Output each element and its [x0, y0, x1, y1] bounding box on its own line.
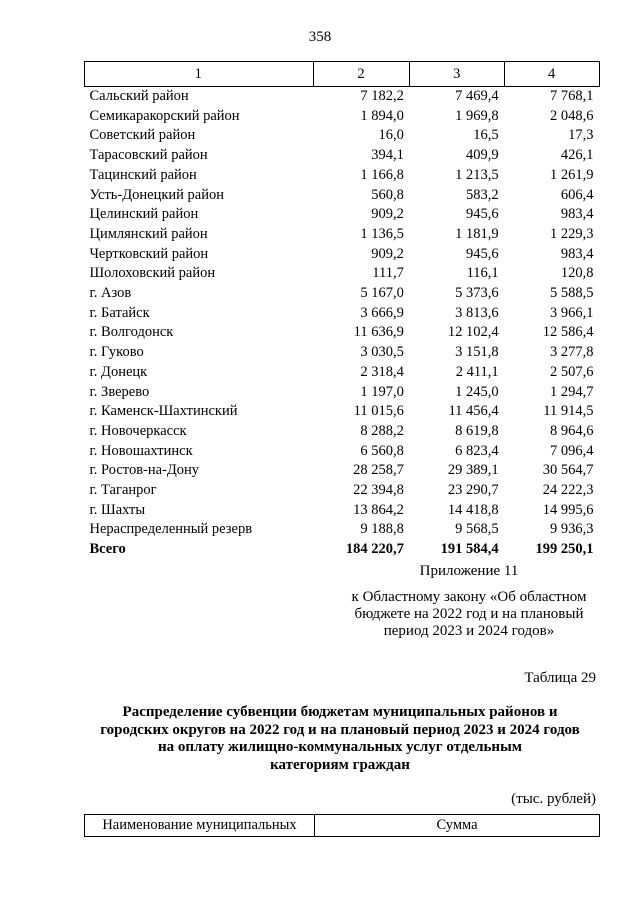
- subvention-table-continued: [84, 61, 600, 560]
- table-row: [85, 343, 600, 363]
- amount-2023: 1 245,0: [455, 383, 499, 400]
- amount-2023: 9 568,5: [455, 521, 499, 538]
- amount-2022: 7 182,2: [360, 88, 404, 104]
- amount-2024: 1 229,3: [550, 225, 594, 242]
- municipality-name: Усть-Донецкий район: [89, 186, 224, 203]
- municipality-name: Чертковский район: [89, 245, 209, 262]
- title-line: категориям граждан: [270, 756, 410, 773]
- amount-2024: 983,4: [560, 206, 594, 223]
- table-body: [85, 62, 600, 560]
- amount-2023: 12 102,4: [447, 324, 499, 341]
- amount-2022: 560,8: [371, 186, 404, 203]
- municipality-name: г. Зверево: [89, 383, 150, 400]
- table-row: [85, 402, 600, 422]
- amount-2024: 3 277,8: [550, 344, 594, 361]
- table-row: [85, 304, 600, 324]
- table-row: [85, 205, 600, 225]
- amount-2022: 1 197,0: [360, 383, 404, 400]
- amount-2023: 3 151,8: [455, 344, 499, 361]
- appendix-title: Приложение 11: [419, 563, 519, 579]
- table-row: [85, 166, 600, 186]
- next-table-header: [84, 814, 600, 837]
- municipality-name: Нераспределенный резерв: [89, 521, 253, 538]
- amount-2023: 191 584,4: [440, 541, 499, 558]
- amount-2023: 1 181,9: [455, 225, 499, 242]
- table-row: [85, 481, 600, 501]
- amount-2024: 2 048,6: [550, 107, 594, 124]
- municipality-name: г. Таганрог: [89, 482, 157, 499]
- page-number: 358: [308, 29, 332, 45]
- amount-2022: 1 136,5: [360, 225, 404, 242]
- amount-2022: 184 220,7: [345, 541, 404, 558]
- column-number-row: [85, 62, 600, 87]
- amount-2024: 17,3: [568, 127, 594, 144]
- municipality-name: г. Каменск-Шахтинский: [89, 403, 238, 420]
- municipality-name: г. Новошахтинск: [89, 442, 193, 459]
- amount-2023: 5 373,6: [455, 285, 499, 302]
- municipality-name: Целинский район: [89, 206, 199, 223]
- table-row: [85, 225, 600, 245]
- amount-2022: 16,0: [378, 127, 404, 144]
- amount-2024: 12 586,4: [542, 324, 594, 341]
- table-row: [85, 245, 600, 265]
- amount-2022: 394,1: [371, 147, 404, 164]
- amount-2023: 409,9: [466, 147, 499, 164]
- column-header: 2: [313, 62, 410, 87]
- amount-2023: 23 290,7: [447, 482, 499, 499]
- total-row: [85, 540, 600, 560]
- amount-2023: 1 969,8: [455, 107, 499, 124]
- amount-2023: 7 469,4: [455, 88, 499, 104]
- amount-2023: 945,6: [466, 245, 499, 262]
- amount-2022: 13 864,2: [353, 501, 404, 518]
- amount-2024: 5 588,5: [550, 285, 594, 302]
- table-row: [85, 107, 600, 127]
- title-line: городских округов на 2022 год и на плановый период 2023 и 2024 годов: [100, 721, 580, 738]
- appendix-reference-line: период 2023 и 2024 годов»: [383, 623, 555, 639]
- municipality-name: г. Донецк: [89, 363, 148, 380]
- amount-2023: 8 619,8: [455, 422, 499, 439]
- amount-2022: 3 030,5: [360, 344, 404, 361]
- table-row: [85, 87, 600, 107]
- table-row: [85, 422, 600, 442]
- municipality-name: г. Гуково: [89, 344, 144, 361]
- table-number: Таблица 29: [524, 670, 596, 686]
- amount-2022: 8 288,2: [360, 422, 404, 439]
- amount-2023: 3 813,6: [455, 304, 499, 321]
- amount-2024: 2 507,6: [550, 363, 594, 380]
- amount-2024: 1 261,9: [550, 166, 594, 183]
- municipality-name: Сальский район: [89, 88, 189, 104]
- amount-2024: 1 294,7: [550, 383, 594, 400]
- amount-2024: 9 936,3: [550, 521, 594, 538]
- table-row: [85, 383, 600, 403]
- municipality-name: Цимлянский район: [89, 225, 208, 242]
- amount-2022: 1 166,8: [360, 166, 404, 183]
- title-line: Распределение субвенции бюджетам муниципальных районов и: [122, 704, 558, 720]
- amount-2024: 8 964,6: [550, 422, 594, 439]
- table-row: [85, 186, 600, 206]
- amount-2024: 606,4: [560, 186, 594, 203]
- amount-2022: 11 015,6: [353, 403, 404, 420]
- amount-2022: 909,2: [371, 206, 404, 223]
- amount-2024: 7 768,1: [550, 88, 594, 104]
- table-title: [80, 704, 600, 774]
- amount-2024: 14 995,6: [542, 501, 594, 518]
- amount-2024: 426,1: [560, 147, 594, 164]
- column-header: 4: [505, 62, 600, 87]
- municipality-name: г. Ростов-на-Дону: [89, 462, 200, 479]
- header-sum: Сумма: [436, 817, 478, 833]
- table-row: [85, 461, 600, 481]
- amount-2022: 28 258,7: [353, 462, 404, 479]
- appendix-reference-line: бюджете на 2022 год и на плановый: [354, 606, 584, 622]
- amount-2024: 30 564,7: [542, 462, 594, 479]
- municipality-name: Советский район: [89, 127, 196, 144]
- table-row: [85, 501, 600, 521]
- municipality-name: г. Волгодонск: [89, 324, 174, 341]
- amount-2022: 11 636,9: [353, 324, 404, 341]
- amount-2022: 1 894,0: [360, 107, 404, 124]
- units-label: (тыс. рублей): [511, 791, 596, 807]
- amount-2023: 16,5: [473, 127, 499, 144]
- amount-2022: 22 394,8: [353, 482, 404, 499]
- table-row: [85, 284, 600, 304]
- amount-2022: 909,2: [371, 245, 404, 262]
- title-line: на оплату жилищно-коммунальных услуг отдельным: [158, 739, 522, 755]
- amount-2022: 9 188,8: [360, 521, 404, 538]
- amount-2023: 11 456,4: [448, 403, 499, 420]
- table-row: [85, 126, 600, 146]
- table-row: [85, 520, 600, 540]
- table-row: [85, 264, 600, 284]
- municipality-name: Тацинский район: [89, 166, 197, 183]
- amount-2024: 983,4: [560, 245, 594, 262]
- amount-2023: 2 411,1: [455, 363, 499, 380]
- header-municipality: Наименование муниципальных: [85, 815, 315, 836]
- column-header: 1: [85, 62, 314, 87]
- amount-2023: 14 418,8: [447, 501, 499, 518]
- table-row: [85, 442, 600, 462]
- amount-2024: 120,8: [560, 265, 594, 282]
- amount-2024: 7 096,4: [550, 442, 594, 459]
- municipality-name: Тарасовский район: [89, 147, 208, 164]
- municipality-name: г. Азов: [89, 285, 132, 302]
- appendix-block: [340, 563, 598, 640]
- table-row: [85, 323, 600, 343]
- column-header: 3: [410, 62, 505, 87]
- amount-2022: 6 560,8: [360, 442, 404, 459]
- amount-2024: 11 914,5: [543, 403, 594, 420]
- municipality-name: г. Батайск: [89, 304, 150, 321]
- municipality-name: г. Новочеркасск: [89, 422, 187, 439]
- amount-2022: 5 167,0: [360, 285, 404, 302]
- amount-2024: 24 222,3: [542, 482, 594, 499]
- amount-2024: 199 250,1: [535, 541, 594, 558]
- municipality-name: Всего: [89, 541, 126, 558]
- municipality-name: г. Шахты: [89, 501, 146, 518]
- amount-2023: 116,1: [466, 265, 499, 282]
- table-row: [85, 363, 600, 383]
- amount-2023: 1 213,5: [455, 166, 499, 183]
- municipality-name: Семикаракорский район: [89, 107, 240, 124]
- table-row: [85, 146, 600, 166]
- amount-2024: 3 966,1: [550, 304, 594, 321]
- amount-2023: 6 823,4: [455, 442, 499, 459]
- amount-2022: 3 666,9: [360, 304, 404, 321]
- amount-2022: 2 318,4: [360, 363, 404, 380]
- amount-2023: 29 389,1: [447, 462, 499, 479]
- appendix-reference-line: к Областному закону «Об областном: [351, 589, 587, 605]
- amount-2023: 945,6: [466, 206, 499, 223]
- municipality-name: Шолоховский район: [89, 265, 216, 282]
- amount-2022: 111,7: [372, 265, 404, 282]
- amount-2023: 583,2: [466, 186, 499, 203]
